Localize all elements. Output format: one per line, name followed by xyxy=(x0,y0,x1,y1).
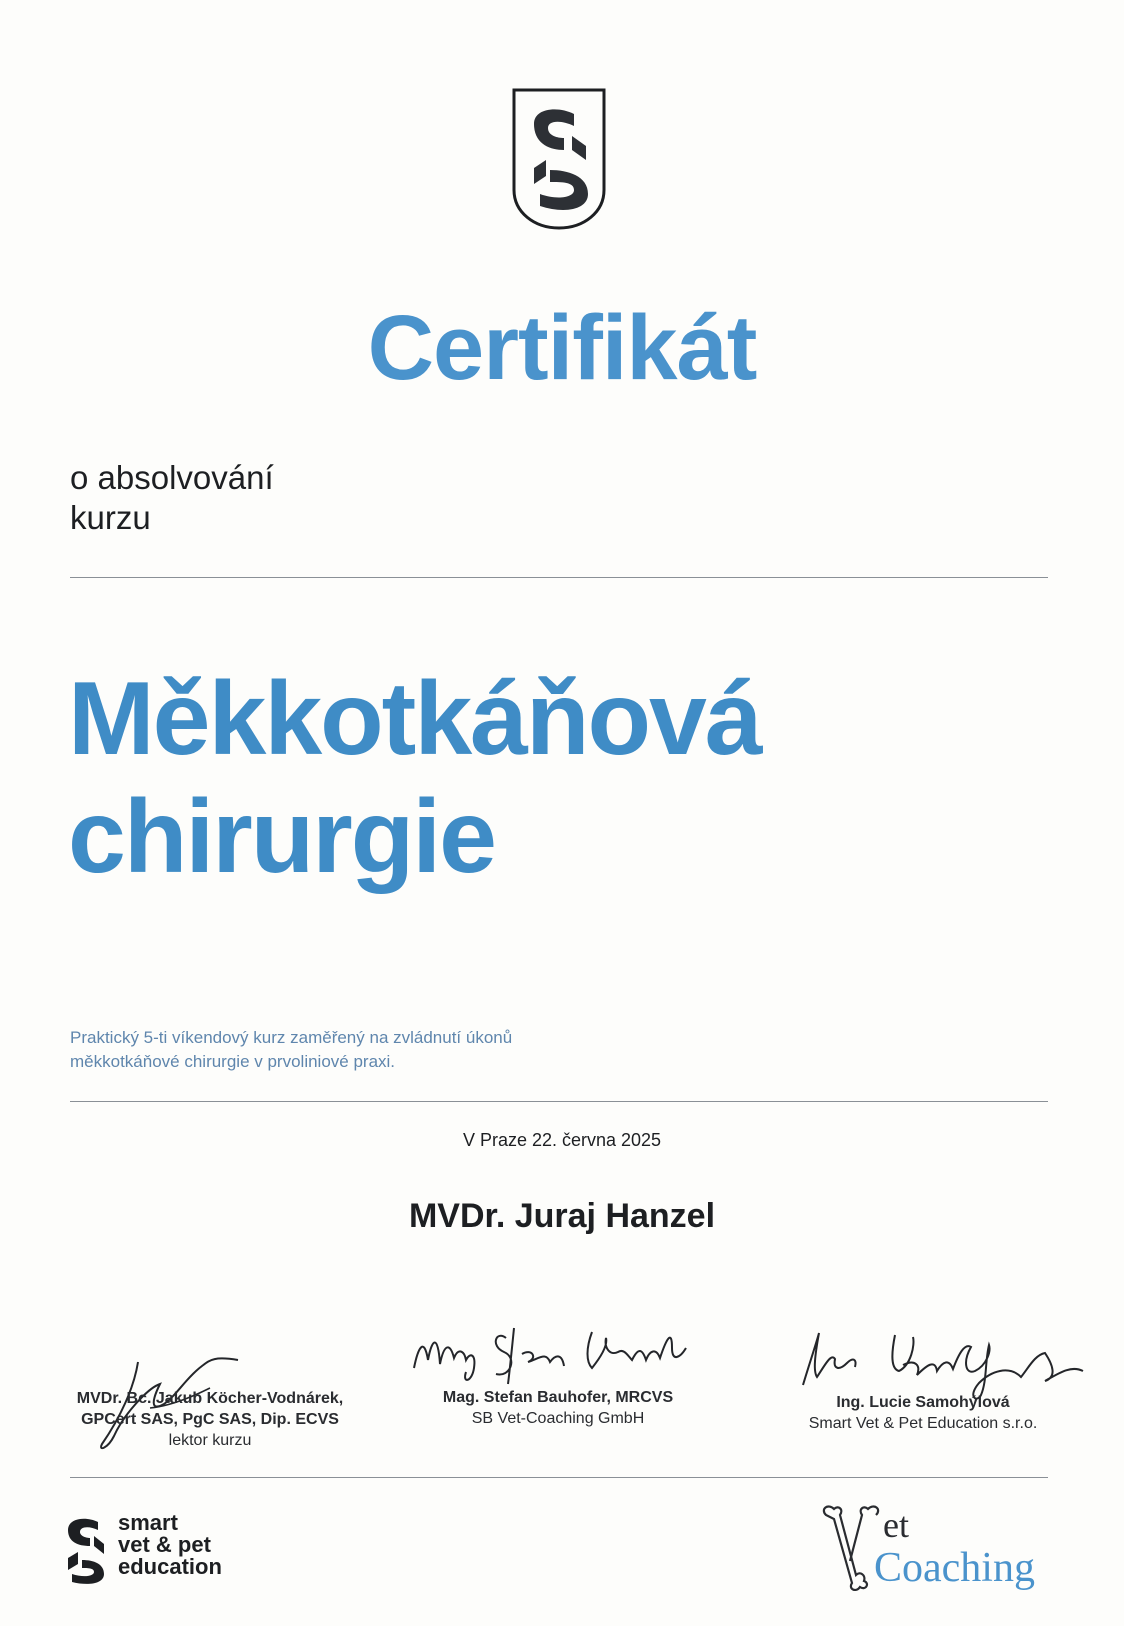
signature-bauhofer-icon xyxy=(410,1318,710,1388)
sve-logo-line: smart xyxy=(118,1510,178,1535)
shield-logo-icon xyxy=(510,86,608,232)
course-description xyxy=(70,1026,512,1074)
sve-logo-text xyxy=(118,1512,222,1578)
description-line: měkkotkáňové chirurgie v prvoliniové praxi. xyxy=(70,1052,396,1071)
course-name xyxy=(68,660,761,896)
sve-logo-line: education xyxy=(118,1554,222,1579)
signatory-name: Ing. Lucie Samohýlová xyxy=(836,1394,1010,1411)
vet-coaching-logo xyxy=(820,1505,1060,1595)
description-line: Praktický 5-ti víkendový kurz zaměřený na zvládnutí úkonů xyxy=(70,1028,513,1047)
subtitle-line: kurzu xyxy=(70,499,151,536)
signatory-name: Mag. Stefan Bauhofer, MRCVS xyxy=(442,1389,674,1406)
signatory-lecturer xyxy=(60,1388,360,1451)
certificate-subtitle xyxy=(70,458,274,538)
course-name-line: chirurgie xyxy=(68,779,495,895)
signatory-credentials: GPCert SAS, PgC SAS, Dip. ECVS xyxy=(81,1411,339,1428)
vet-coaching-text-et: et xyxy=(883,1505,909,1545)
signatory-role: lektor kurzu xyxy=(168,1432,252,1449)
place-date: V Praze 22. června 2025 xyxy=(462,1130,662,1150)
certificate-title: Certifikát xyxy=(367,297,757,399)
divider-top xyxy=(70,577,1048,578)
signatory-bauhofer xyxy=(408,1387,708,1429)
sve-mark-icon xyxy=(66,1514,106,1586)
smart-vet-pet-education-logo xyxy=(66,1512,256,1588)
participant-name: MVDr. Juraj Hanzel xyxy=(408,1197,716,1235)
signatory-organization: Smart Vet & Pet Education s.r.o. xyxy=(808,1415,1038,1432)
divider-middle xyxy=(70,1101,1048,1102)
divider-bottom xyxy=(70,1477,1048,1478)
signatory-samohylova xyxy=(778,1392,1068,1434)
course-name-line: Měkkotkáňová xyxy=(68,661,761,777)
sve-logo-line: vet & pet xyxy=(118,1532,211,1557)
signatory-name: MVDr. Bc. Jakub Köcher-Vodnárek, xyxy=(76,1390,344,1407)
vet-coaching-text-coaching: Coaching xyxy=(874,1545,1035,1591)
bone-v-icon xyxy=(820,1505,882,1591)
signatory-organization: SB Vet-Coaching GmbH xyxy=(471,1410,645,1427)
subtitle-line: o absolvování xyxy=(70,459,274,496)
